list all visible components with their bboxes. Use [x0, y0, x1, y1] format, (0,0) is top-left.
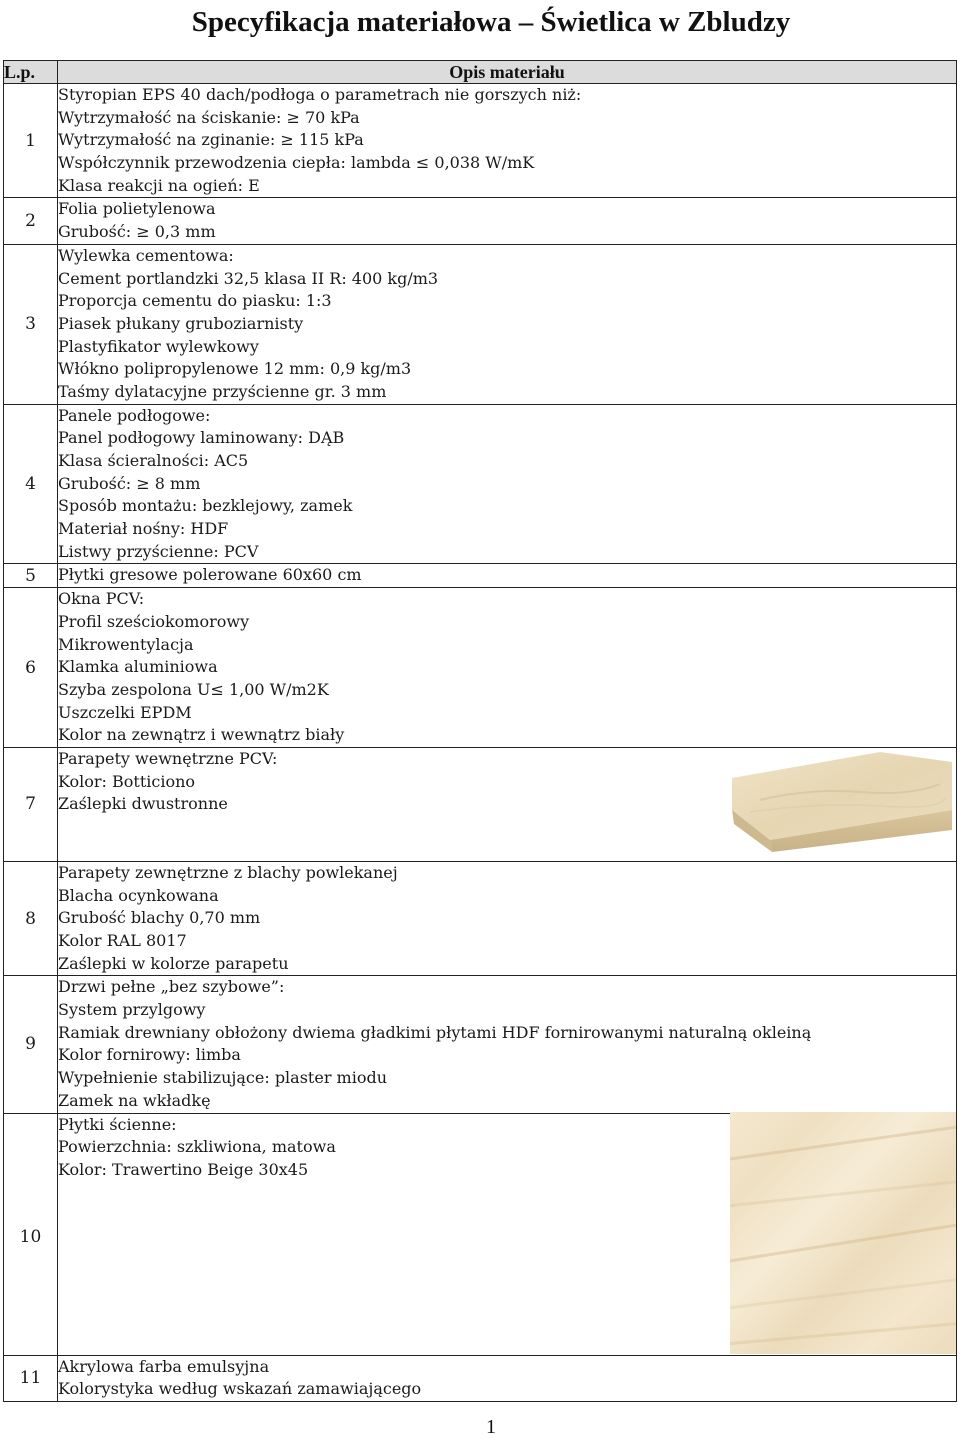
window-sill-image: [730, 740, 952, 852]
table-row: [4, 588, 957, 748]
description-line: Współczynnik przewodzenia ciepła: lambda ≤ 0,038 W/mK: [58, 153, 535, 173]
table-row: [4, 84, 957, 198]
header-description: Opis materiału: [58, 61, 957, 84]
table-row: [4, 976, 957, 1113]
description-line: Kolorystyka według wskazań zamawiającego: [58, 1379, 422, 1399]
description-line: Wytrzymałość na ściskanie: ≥ 70 kPa: [58, 107, 360, 127]
row-description: [58, 747, 957, 861]
description-line: Ramiak drewniany obłożony dwiema gładkimi płytami HDF fornirowanymi naturalną okleiną: [58, 1022, 812, 1042]
description-line: Akrylowa farba emulsyjna: [58, 1356, 270, 1376]
header-lp: L.p.: [4, 61, 58, 84]
row-number: 6: [4, 588, 58, 748]
table-header-row: [4, 61, 957, 84]
description-line: Proporcja cementu do piasku: 1:3: [58, 291, 332, 311]
row-number: 10: [4, 1113, 58, 1355]
description-line: Kolor: Botticiono: [58, 771, 196, 791]
description-line: Plastyfikator wylewkowy: [58, 336, 259, 356]
row-number: 8: [4, 861, 58, 975]
row-description: [58, 1355, 957, 1401]
description-line: Zaślepki w kolorze parapetu: [58, 953, 289, 973]
description-line: Piasek płukany gruboziarnisty: [58, 313, 304, 333]
description-line: Płytki gresowe polerowane 60x60 cm: [58, 565, 362, 585]
table-row: [4, 1355, 957, 1401]
description-line: Wypełnienie stabilizujące: plaster miodu: [58, 1068, 388, 1088]
row-number: 9: [4, 976, 58, 1113]
description-line: Klamka aluminiowa: [58, 657, 218, 677]
document-title: Specyfikacja materiałowa – Świetlica w Zbludzy: [191, 6, 791, 38]
description-line: Grubość: ≥ 0,3 mm: [58, 222, 216, 242]
description-line: Mikrowentylacja: [58, 634, 194, 654]
row-description: [58, 1113, 957, 1355]
row-number: 4: [4, 404, 58, 564]
description-line: Styropian EPS 40 dach/podłoga o parametrach nie gorszych niż:: [58, 85, 582, 104]
description-line: Kolor na zewnątrz i wewnątrz biały: [58, 725, 345, 745]
table-row: [4, 861, 957, 975]
row-number: 5: [4, 564, 58, 588]
table-row: [4, 747, 957, 861]
description-line: Kolor fornirowy: limba: [58, 1045, 241, 1065]
row-number: 11: [4, 1355, 58, 1401]
row-description: [58, 198, 957, 244]
row-number: 7: [4, 747, 58, 861]
row-description: [58, 404, 957, 564]
description-line: Parapety wewnętrzne PCV:: [58, 748, 278, 768]
description-line: Okna PCV:: [58, 589, 145, 609]
row-description: [58, 244, 957, 404]
row-number: 2: [4, 198, 58, 244]
description-line: Kolor: Trawertino Beige 30x45: [58, 1159, 309, 1179]
description-line: Płytki ścienne:: [58, 1114, 177, 1134]
page-number: 1: [486, 1416, 496, 1438]
description-line: Wylewka cementowa:: [58, 245, 234, 265]
description-line: Zaślepki dwustronne: [58, 794, 228, 814]
table-row: [4, 198, 957, 244]
row-description: [58, 588, 957, 748]
row-number: 3: [4, 244, 58, 404]
description-line: Panele podłogowe:: [58, 405, 211, 425]
description-line: Klasa reakcji na ogień: E: [58, 175, 260, 195]
description-line: System przylgowy: [58, 1000, 206, 1020]
description-line: Klasa ścieralności: AC5: [58, 451, 249, 470]
description-line: Drzwi pełne „bez szybowe”:: [58, 977, 285, 997]
row-number: 1: [4, 84, 58, 198]
table-row: [4, 404, 957, 564]
description-line: Sposób montażu: bezklejowy, zamek: [58, 496, 353, 516]
description-line: Materiał nośny: HDF: [58, 519, 229, 539]
description-line: Panel podłogowy laminowany: DĄB: [58, 428, 345, 448]
description-line: Cement portlandzki 32,5 klasa II R: 400 kg/m3: [58, 268, 439, 288]
table-row: [4, 244, 957, 404]
table-row: [4, 564, 957, 588]
row-description: [58, 84, 957, 198]
description-line: Uszczelki EPDM: [58, 702, 192, 722]
description-line: Folia polietylenowa: [58, 199, 216, 219]
description-line: Zamek na wkładkę: [58, 1090, 211, 1110]
description-line: Grubość: ≥ 8 mm: [58, 473, 201, 493]
description-line: Profil sześciokomorowy: [58, 611, 250, 631]
description-line: Wytrzymałość na zginanie: ≥ 115 kPa: [58, 130, 364, 150]
description-line: Włókno polipropylenowe 12 mm: 0,9 kg/m3: [58, 359, 412, 379]
table-row: [4, 1113, 957, 1355]
row-description: [58, 564, 957, 588]
description-line: Blacha ocynkowana: [58, 885, 219, 905]
material-spec-table: [3, 60, 957, 1402]
description-line: Szyba zespolona U≤ 1,00 W/m2K: [58, 679, 329, 699]
row-description: [58, 976, 957, 1113]
description-line: Grubość blachy 0,70 mm: [58, 908, 261, 928]
description-line: Kolor RAL 8017: [58, 931, 187, 950]
description-line: Powierzchnia: szkliwiona, matowa: [58, 1137, 336, 1157]
description-line: Parapety zewnętrzne z blachy powlekanej: [58, 862, 398, 882]
description-line: Taśmy dylatacyjne przyścienne gr. 3 mm: [58, 381, 387, 401]
row-description: [58, 861, 957, 975]
description-line: Listwy przyścienne: PCV: [58, 541, 259, 561]
wall-tile-image: [730, 1112, 956, 1354]
